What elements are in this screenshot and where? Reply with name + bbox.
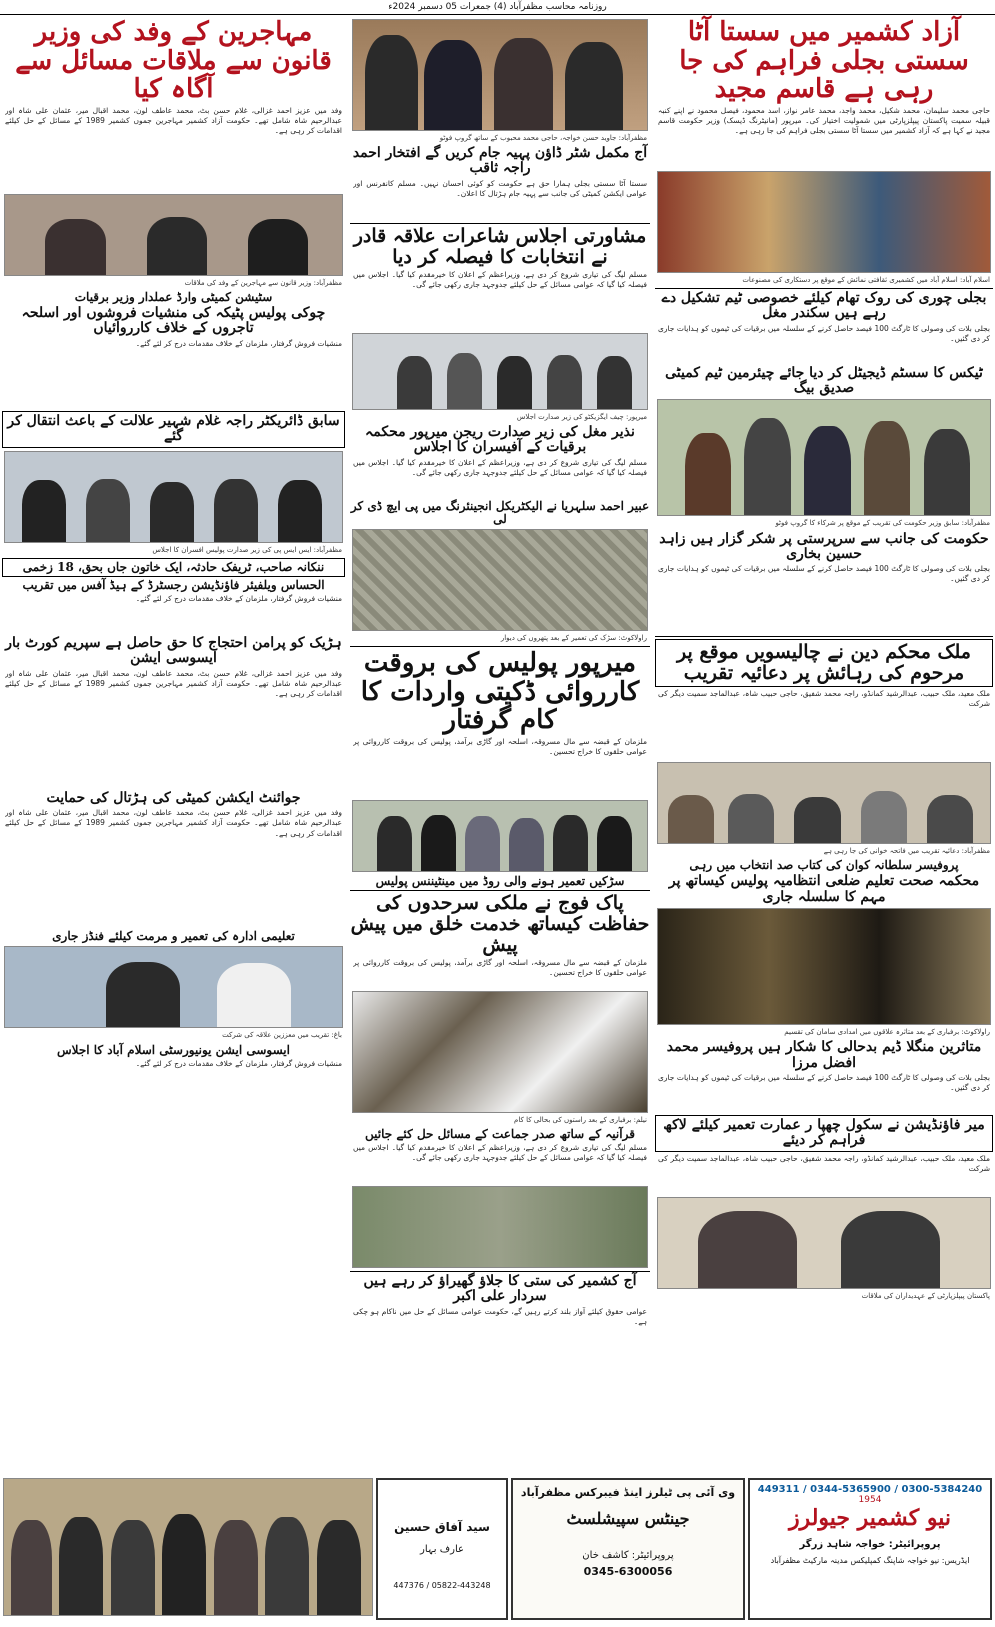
article-text: حاجی محمد سلیمان، محمد شکیل، محمد واجد، محمد عامر نواز، اسد محمود، فیصل محمود نے اپنے کنبہ قبیلہ سمیت پاکستان پیپلزپارٹی میں شمولیت اختیار کی۔ میرپور (مانیٹرنگ ڈیسک) وزیر حکومت قاسم مجید نے کہا ہے کہ آزاد کشمیر میں سستا آٹا سستی بجلی فراہم کی جا رہی ہے۔ (658, 105, 990, 136)
photo-caption: پاکستان پیپلزپارٹی کے عہدیداران کی ملاقات (861, 1291, 990, 1300)
photo-snow-road (352, 991, 648, 1113)
photo-group (657, 399, 991, 516)
photo-caption: راولاکوٹ: برفباری کے بعد متاثرہ علاقوں میں امدادی سامان کی تقسیم (784, 1028, 990, 1037)
article-text: مسلم لیگ کی تیاری شروع کر دی ہے، وزیراعظم کے اعلان کا خیرمقدم کیا گیا۔ اجلاس میں فیصلہ کیا گیا کہ عوامی مسائل کے حل کیلئے جدوجہد جاری رکھی جائے گی۔ (353, 269, 647, 289)
photo-group-bottom (3, 1478, 373, 1616)
headline: آج کشمیر کی ستی کا جلاؤ گھیراؤ کر رہے ہیں سردار علی اکبر (363, 1272, 637, 1305)
masthead: روزنامہ محاسب مظفرآباد (4) جمعرات 05 دسمبر 2024ء (0, 0, 995, 15)
headline: سڑکیں تعمیر ہونے والی روڈ میں مینٹیننس پولیس (375, 873, 625, 888)
headline: آج مکمل شٹر ڈاؤن پہیہ جام کریں گے افتخار احمد راجہ ثاقب (352, 145, 648, 177)
photo-law-minister (4, 194, 343, 276)
photo-relief (657, 908, 991, 1025)
headline-main-right: آزاد کشمیر میں سستا آٹا سستی بجلی فراہم کی جا رہی ہے قاسم مجید (679, 17, 969, 105)
headline: حکومت کی جانب سے سرپرستی پر شکر گزار ہیں زاہد حسین بخاری (659, 530, 989, 562)
photo-caption: نیلم: برفباری کے بعد راستوں کی بحالی کا کام (514, 1115, 647, 1124)
photo-caption: راولاکوٹ: سڑک کی تعمیر کے بعد پتھروں کی دیوار (500, 633, 647, 642)
headline: سٹیشن کمیٹی وارڈ عملدار وزیر برقیات (74, 289, 273, 304)
ad-subtitle: جینٹس سپیشلسٹ (566, 1509, 690, 1528)
ad-title: وی آئی پی ٹیلرز اینڈ فیبرکس مظفرآباد (520, 1486, 736, 1499)
column-left (2, 16, 345, 1121)
headline-main-middle: میرپور پولیس کی بروقت کارروائی ڈکیتی واردات کا کام گرفتار (360, 648, 640, 736)
article-text: وفد میں عزیز احمد غزالی، غلام حسن بٹ، محمد عاطف لون، محمد اقبال میر، عثمان علی شاہ اور عبدالرحیم شاہ شامل تھے۔ حکومت آزاد کشمیر مہاجرین جموں کشمیر 1989 کے مسائل کے حل کیلئے اقدامات کر رہی ہے۔ (5, 808, 342, 838)
article-text: سستا آٹا سستی بجلی ہمارا حق ہے حکومت کو کوئی احسان نہیں۔ مسلم کانفرنس اور عوامی ایکشن کمیٹی کی جانب سے پہیہ جام ہڑتال کا اعلان۔ (353, 178, 647, 198)
headline: ٹیکس کا سسٹم ڈیجیٹل کر دیا جائے چیئرمین ٹیم کمیٹی صدیق بیگ (665, 364, 983, 397)
headline: نذیر مغل کی زیر صدارت ریجن میرپور محکمہ برقیات کے آفیسران کا اجلاس (365, 423, 635, 456)
article-text: مسلم لیگ کی تیاری شروع کر دی ہے، وزیراعظم کے اعلان کا خیرمقدم کیا گیا۔ اجلاس میں فیصلہ کیا گیا کہ عوامی مسائل کے حل کیلئے جدوجہد جاری رکھی جائے گی۔ (353, 457, 647, 477)
ad-greeting (376, 1478, 508, 1620)
article-text: بجلی بلات کی وصولی کا ٹارگٹ 100 فیصد حاصل کرنے کے سلسلہ میں برقیات کی ٹیموں کو ہدایات جاری کر دی گئیں۔ (658, 564, 990, 584)
photo-police-arrest (352, 800, 648, 872)
headline: الحساس ویلفیئر فاؤنڈیشن رجسٹرڈ کے ہیڈ آفس میں تقریب (22, 577, 325, 592)
headline: پاک فوج نے ملکی سرحدوں کی حفاظت کیساتھ خدمت خلق میں پیش پیش (350, 891, 650, 956)
headline: ایسوسی ایشن یونیورسٹی اسلام آباد کا اجلاس (57, 1042, 290, 1057)
photo-caption: میرپور: چیف ایگزیکٹو کی زیر صدارت اجلاس (516, 412, 647, 421)
article-text: منشیات فروش گرفتار، ملزمان کے خلاف مقدمات درج کر لئے گئے۔ (135, 594, 342, 604)
headline: محکمہ صحت تعلیم ضلعی انتظامیہ پولیس کیساتھ پر مہم کا سلسلہ جاری (668, 873, 980, 905)
article-text: منشیات فروش گرفتار، ملزمان کے خلاف مقدمات درج کر لئے گئے۔ (135, 1058, 342, 1068)
headline: چوکی پولیس پٹیکہ کی منشیات فروشوں اور اسلحہ تاجروں کے خلاف کارروائیاں (21, 305, 326, 337)
headline: عبیر احمد سلہریا نے الیکٹریکل انجینئرنگ میں پی ایچ ڈی کر لی (350, 498, 650, 526)
article-text: ملزمان کے قبضہ سے مال مسروقہ، اسلحہ اور گاڑی برآمد، پولیس کی بروقت کارروائی پر عوامی حلقوں کا خراج تحسین۔ (353, 957, 647, 977)
ad-year: 1954 (858, 1495, 882, 1505)
article-text: وفد میں عزیز احمد غزالی، غلام حسن بٹ، محمد عاطف لون، محمد اقبال میر، عثمان علی شاہ اور عبدالرحیم شاہ شامل تھے۔ حکومت آزاد کشمیر مہاجرین جموں کشمیر 1989 کے مسائل کے حل کیلئے اقدامات کر رہی ہے۔ (5, 668, 342, 699)
headline: پروفیسر سلطانہ کوان کی کتاب صد انتخاب میں رہی (689, 858, 959, 873)
headline-boxed: ننکانہ صاحب، ٹریفک حادثہ، ایک خاتون جاں بحق، 18 زخمی (2, 558, 345, 577)
headline: مشاورتی اجلاس شاعرات علاقہ قادر نے انتخابات کا فیصلہ کر دیا (353, 224, 647, 268)
ad-owner: پروپرائیٹر: کاشف خان (582, 1550, 674, 1561)
ad-phone: 05822-443248 / 447376 (393, 1581, 491, 1590)
photo-ceremony (4, 946, 343, 1028)
ad-subtitle: عارف بہار (420, 1544, 464, 1555)
headline: قرآنیہ کے ساتھ صدر جماعت کے مسائل حل کئے جائیں (365, 1126, 635, 1141)
column-middle (350, 16, 650, 1359)
photo-exhibition (657, 171, 991, 273)
photo-caption: باغ: تقریب میں معززین علاقہ کی شرکت (222, 1031, 342, 1040)
photo-prayer (657, 762, 991, 844)
photo-meeting (352, 333, 648, 410)
headline: متاثرین منگلا ڈیم بدحالی کا شکار ہیں پروفیسر محمد افضل مرزا (666, 1039, 982, 1071)
article-text: منشیات فروش گرفتار، ملزمان کے خلاف مقدمات درج کر لئے گئے۔ (135, 338, 342, 348)
photo-shop-group (352, 19, 648, 131)
headline: بجلی چوری کی روک تھام کیلئے خصوصی ٹیم تشکیل دے رہے ہیں سکندر مغل (661, 289, 987, 322)
headline-main-left: مہاجرین کے وفد کی وزیر قانون سے ملاقات مسائل سے آگاہ کیا (15, 17, 332, 105)
article-text: ملک معید، ملک حبیب، عبدالرشید کمانڈو، راجہ محمد شفیق، حاجی حبیب شاہ، عبدالماجد سمیت دیگر کی شرکت (658, 689, 990, 709)
ad-title: سید آفاق حسین (394, 1520, 490, 1534)
headline: ہڑیک کو پرامن احتجاج کا حق حاصل ہے سپریم کورٹ بار ایسوسی ایشن (5, 635, 342, 667)
photo-caption: اسلام آباد: اسلام آباد میں کشمیری ثقافتی نمائش کے موقع پر دستکاری کی مصنوعات (742, 275, 990, 284)
ad-jewellers (748, 1478, 992, 1620)
photo-wall (352, 529, 648, 631)
photo-portraits (657, 1197, 991, 1289)
headline-boxed: میر فاؤنڈیشن نے سکول چھپا ر عمارت تعمیر کیلئے لاکھ فراہم کر دیئے (655, 1115, 993, 1152)
ad-title: نیو کشمیر جیولرز (788, 1505, 952, 1531)
ad-tailors (511, 1478, 745, 1620)
ad-phone: 0345-6300056 (583, 1565, 673, 1578)
ad-phone: 0300-5384240 / 0344-5365900 / 449311 (757, 1484, 983, 1495)
article-text: وفد میں عزیز احمد غزالی، غلام حسن بٹ، محمد عاطف لون، محمد اقبال میر، عثمان علی شاہ اور عبدالرحیم شاہ شامل تھے۔ حکومت آزاد کشمیر مہاجرین جموں کشمیر 1989 کے مسائل کے حل کیلئے اقدامات کر رہی ہے۔ (5, 105, 342, 136)
headline: جوائنٹ ایکشن کمیٹی کی ہڑتال کی حمایت (46, 789, 301, 806)
photo-caption: مظفرآباد: سابق وزیر حکومت کی تقریب کے موقع پر شرکاء کا گروپ فوٹو (775, 519, 990, 528)
article-text: ملزمان کے قبضہ سے مال مسروقہ، اسلحہ اور گاڑی برآمد، پولیس کی بروقت کارروائی پر عوامی حلقوں کا خراج تحسین۔ (353, 736, 647, 756)
article-text: عوامی حقوق کیلئے آواز بلند کرتے رہیں گے، حکومت عوامی مسائل کے حل میں ناکام ہو چکی ہے۔ (353, 1306, 647, 1326)
headline: تعلیمی ادارہ کی تعمیر و مرمت کیلئے فنڈز جاری (52, 929, 295, 944)
article-text: مسلم لیگ کی تیاری شروع کر دی ہے، وزیراعظم کے اعلان کا خیرمقدم کیا گیا۔ اجلاس میں فیصلہ کیا گیا کہ عوامی مسائل کے حل کیلئے جدوجہد جاری رکھی جائے گی۔ (353, 1142, 647, 1163)
article-text: بجلی بلات کی وصولی کا ٹارگٹ 100 فیصد حاصل کرنے کے سلسلہ میں برقیات کی ٹیموں کو ہدایات جاری کر دی گئیں۔ (658, 1073, 990, 1093)
photo-caption: مظفرآباد: دعائیہ تقریب میں فاتحہ خوانی کی جا رہی ہے (823, 847, 990, 856)
article-text: بجلی بلات کی وصولی کا ٹارگٹ 100 فیصد حاصل کرنے کے سلسلہ میں برقیات کی ٹیموں کو ہدایات جاری کر دی گئیں۔ (658, 323, 990, 343)
ad-owner: پروپرائیٹر: خواجہ شاہد زرگر (799, 1539, 941, 1550)
article-text: ملک معید، ملک حبیب، عبدالرشید کمانڈو، راجہ محمد شفیق، حاجی حبیب شاہ، عبدالماجد سمیت دیگر کی شرکت (658, 1153, 990, 1173)
photo-caption: مظفرآباد: وزیر قانون سے مہاجرین کے وفد کی ملاقات (184, 278, 342, 287)
photo-police-meeting (4, 451, 343, 543)
photo-roadwork (352, 1186, 648, 1268)
column-right (655, 16, 993, 1304)
headline-boxed: ملک محکم دین نے چالیسویں موقع پر مرحوم کی رہائش پر دعائیہ تقریب (655, 639, 993, 687)
photo-caption: مظفرآباد: جاوید حسن خواجہ، حاجی محمد محبوب کے ساتھ گروپ فوٹو (439, 134, 647, 142)
headline-boxed: سابق ڈائریکٹر راجہ غلام شہیر علالت کے باعث انتقال کر گئے (2, 411, 345, 448)
ad-address: ایڈریس: نیو خواجہ شاپنگ کمپلیکس مدینہ مارکیٹ مظفرآباد (770, 1556, 970, 1565)
photo-caption: مظفرآباد: ایس ایس پی کی زیر صدارت پولیس افسران کا اجلاس (152, 545, 342, 554)
